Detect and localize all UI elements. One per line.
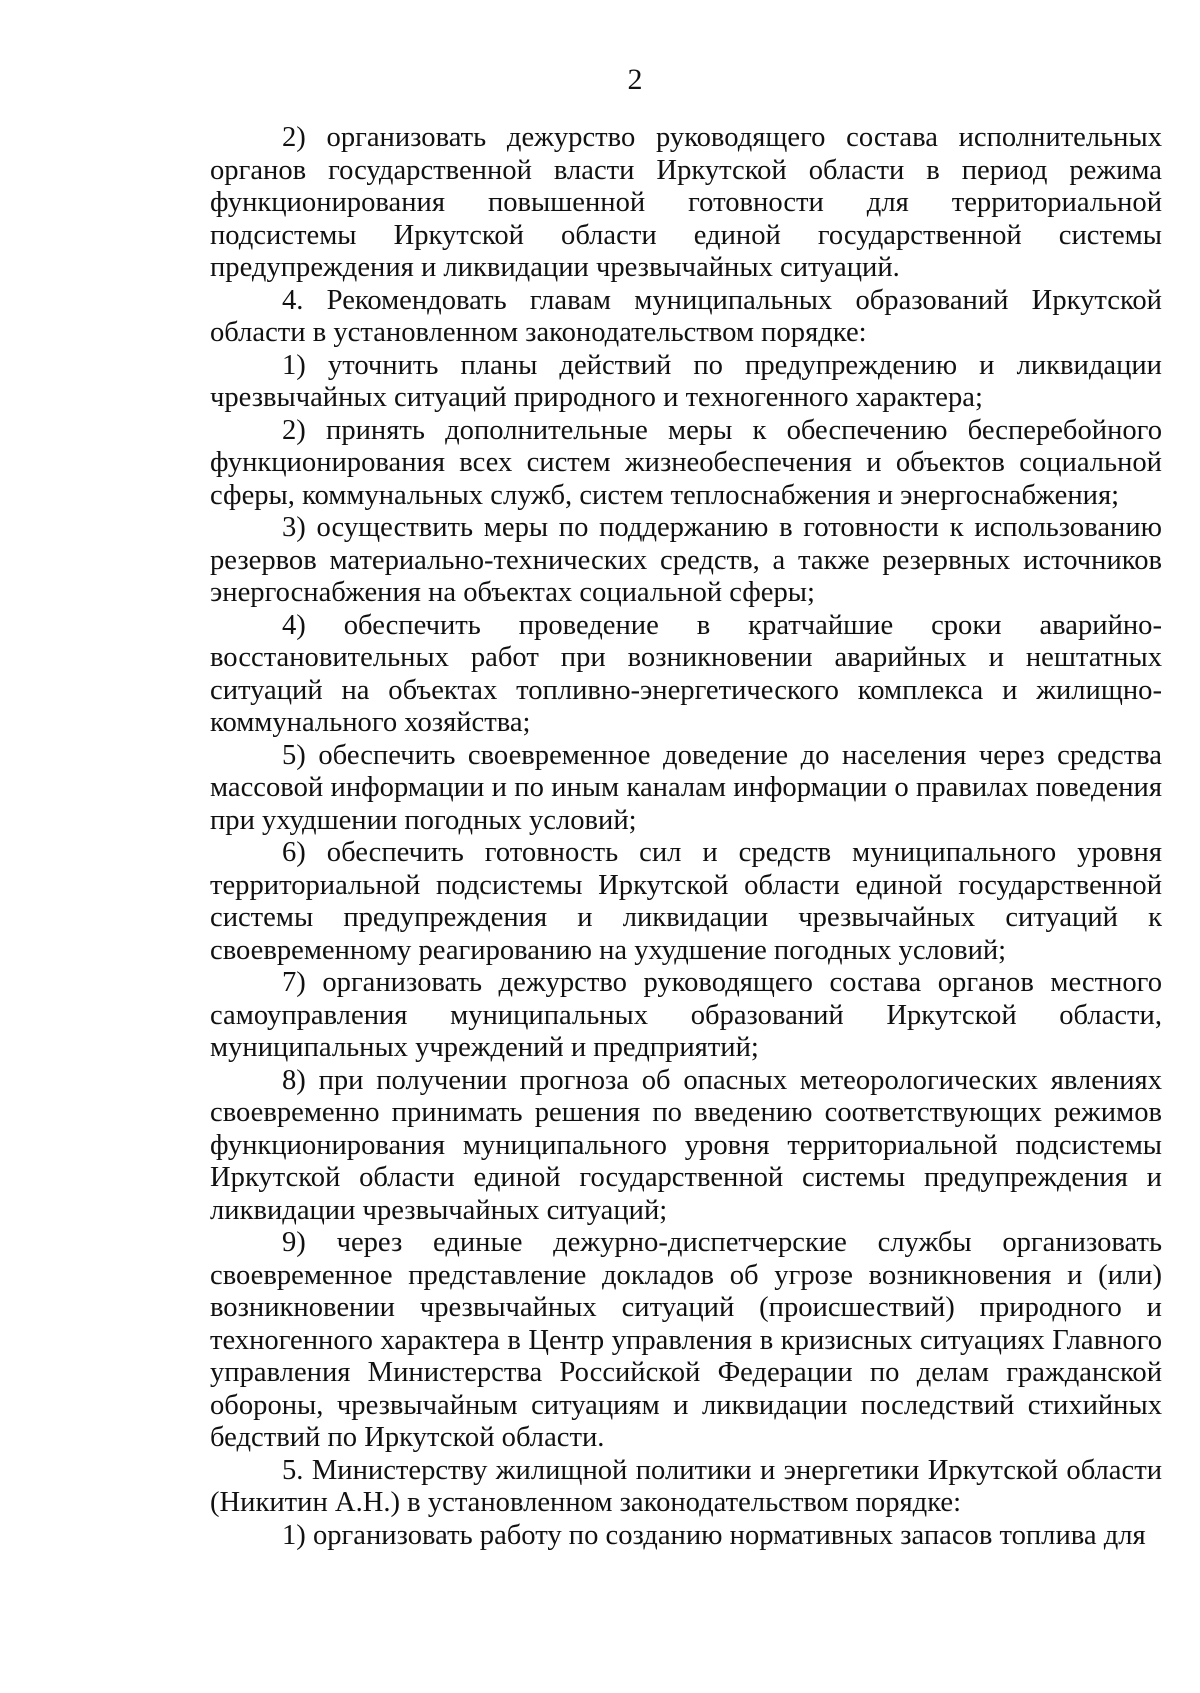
paragraph-item-2-duty: 2) организовать дежурство руководящего состава исполнительных органов государственной власти Иркутской области в период режима функционирования повышенной готовности для территориальной подсистемы Иркутской области единой государственной системы предупреждения и ликвидации чрезвычайных ситуаций. — [210, 122, 1162, 283]
document-body — [210, 122, 1162, 1552]
page-number: 2 — [627, 63, 643, 96]
paragraph-item-8-forecast: 8) при получении прогноза об опасных метеорологических явлениях своевременно принимать решения по введению соответствующих режимов функционирования муниципального уровня территориальной подсистемы Иркутской области единой государственной системы предупреждения и ликвидации чрезвычайных ситуаций; — [210, 1064, 1162, 1226]
paragraph-item-5-informing: 5) обеспечить своевременное доведение до населения через средства массовой информации и по иным каналам информации о правилах поведения при ухудшении погодных условий; — [210, 739, 1162, 836]
paragraph-item-1-plans: 1) уточнить планы действий по предупреждению и ликвидации чрезвычайных ситуаций природного и техногенного характера; — [210, 349, 1162, 413]
paragraph-item-1-fuel: 1) организовать работу по созданию нормативных запасов топлива для — [282, 1519, 1146, 1551]
paragraph-item-9-reports: 9) через единые дежурно-диспетчерские службы организовать своевременное представление докладов об угрозе возникновения и (или) возникновении чрезвычайных ситуаций (происшествий) природного и техногенного характера в Центр управления в кризисных ситуациях Главного управления Министерства Российской Федерации по делам гражданской обороны, чрезвычайным ситуациям и ликвидации последствий стихийных бедствий по Иркутской области. — [210, 1227, 1162, 1453]
paragraph-section-5: 5. Министерству жилищной политики и энергетики Иркутской области (Никитин А.Н.) в установленном законодательством порядке: — [210, 1454, 1162, 1518]
paragraph-item-7-duty: 7) организовать дежурство руководящего состава органов местного самоуправления муниципальных образований Иркутской области, муниципальных учреждений и предприятий; — [210, 967, 1162, 1063]
paragraph-item-4-repairs: 4) обеспечить проведение в кратчайшие сроки аварийно-восстановительных работ при возникновении аварийных и нештатных ситуаций на объектах топливно-энергетического комплекса и жилищно-коммунального хозяйства; — [210, 609, 1162, 738]
paragraph-item-6-readiness: 6) обеспечить готовность сил и средств муниципального уровня территориальной подсистемы Иркутской области единой государственной системы предупреждения и ликвидации чрезвычайных ситуаций к своевременному реагированию на ухудшение погодных условий; — [210, 837, 1162, 966]
paragraph-section-4: 4. Рекомендовать главам муниципальных образований Иркутской области в установленном законодательством порядке: — [210, 284, 1162, 348]
paragraph-item-2-measures: 2) принять дополнительные меры к обеспечению бесперебойного функционирования всех систем жизнеобеспечения и объектов социальной сферы, коммунальных служб, систем теплоснабжения и энергоснабжения; — [210, 414, 1162, 511]
paragraph-item-3-reserves: 3) осуществить меры по поддержанию в готовности к использованию резервов материально-технических средств, а также резервных источников энергоснабжения на объектах социальной сферы; — [210, 512, 1162, 608]
